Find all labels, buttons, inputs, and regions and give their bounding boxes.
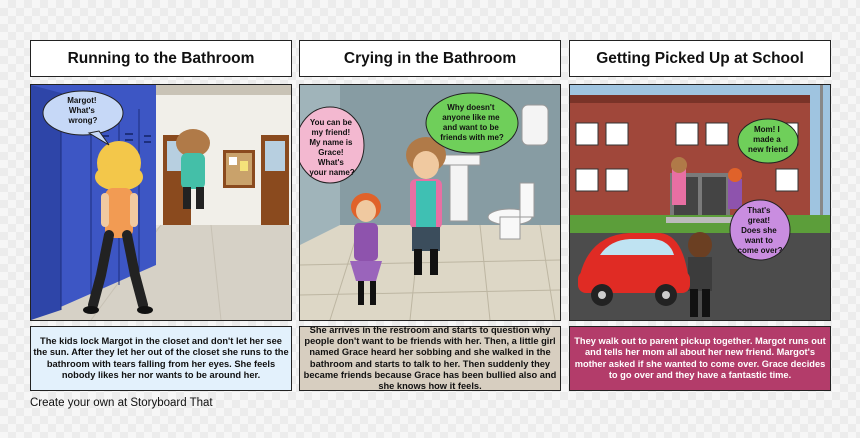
- panel-3-illustration: [569, 84, 831, 321]
- bubble-line: new friend: [747, 145, 789, 154]
- panel-2-caption: She arrives in the restroom and starts to question why people don't want to be friends with her. Then, a little girl named Grace heard her sobbing and she walked in the bathroom and starts to talk to her. Then suddenly they became friends because Grace has been bullied also and she knows how it feels.: [299, 326, 561, 391]
- panel-3-caption: They walk out to parent pickup together. Margot runs out and tells her mom all about her new friend. Margot's mother asked if she wanted to come over. Grace decides to go over and they have a fantastic time.: [569, 326, 831, 391]
- panel-2: [299, 40, 561, 391]
- bubble-line: want to: [744, 236, 773, 245]
- panel-1-title: Running to the Bathroom: [30, 40, 292, 77]
- bubble-line: You can be: [309, 118, 352, 127]
- storyboard: [30, 40, 830, 391]
- bubble-line: friends with me?: [440, 133, 504, 142]
- panel-3: [569, 40, 831, 391]
- svg-text:Why doesn't anyone: [440, 103, 504, 142]
- bubble-line: My name is: [309, 138, 353, 147]
- bubble-line: What's: [317, 158, 344, 167]
- storyboard-credit-link[interactable]: Create your own at Storyboard That: [30, 397, 213, 409]
- speech-bubble-margot: [738, 119, 798, 163]
- grace-character: [728, 168, 742, 209]
- bubble-line: wrong?: [68, 116, 98, 125]
- bubble-line: What's: [68, 106, 95, 115]
- bubble-line: That's: [747, 206, 771, 215]
- panel-1: [30, 40, 292, 391]
- panel-1-illustration: [30, 84, 292, 321]
- bubble-line: my friend!: [311, 128, 351, 137]
- bubble-line: Does she: [741, 226, 777, 235]
- panel-1-caption: The kids lock Margot in the closet and don't let her see the sun. After they let her out of the closet she runs to the bathroom with tears falling from her eyes. She feels nobody likes her nor wants to be around her.: [30, 326, 292, 391]
- panel-3-title: Getting Picked Up at School: [569, 40, 831, 77]
- bubble-line: Margot!: [67, 96, 97, 105]
- bubble-line: anyone like me: [442, 113, 500, 122]
- bubble-line: your name?: [309, 168, 355, 177]
- bubble-line: Why doesn't: [447, 103, 495, 112]
- bubble-line: Mom! I: [753, 125, 780, 134]
- bubble-line: great!: [747, 216, 770, 225]
- svg-text:Margot! What's: [67, 96, 99, 125]
- panel-2-title: Crying in the Bathroom: [299, 40, 561, 77]
- speech-bubble-mom: [730, 200, 790, 260]
- bubble-line: Grace!: [318, 148, 344, 157]
- bubble-line: come over?: [737, 246, 783, 255]
- bubble-line: made a: [753, 135, 781, 144]
- bubble-line: and want to be: [442, 123, 499, 132]
- speech-bubble-grace: [300, 107, 364, 183]
- speech-bubble-margot: [426, 93, 518, 153]
- margot-character: [671, 157, 687, 205]
- panel-2-illustration: [299, 84, 561, 321]
